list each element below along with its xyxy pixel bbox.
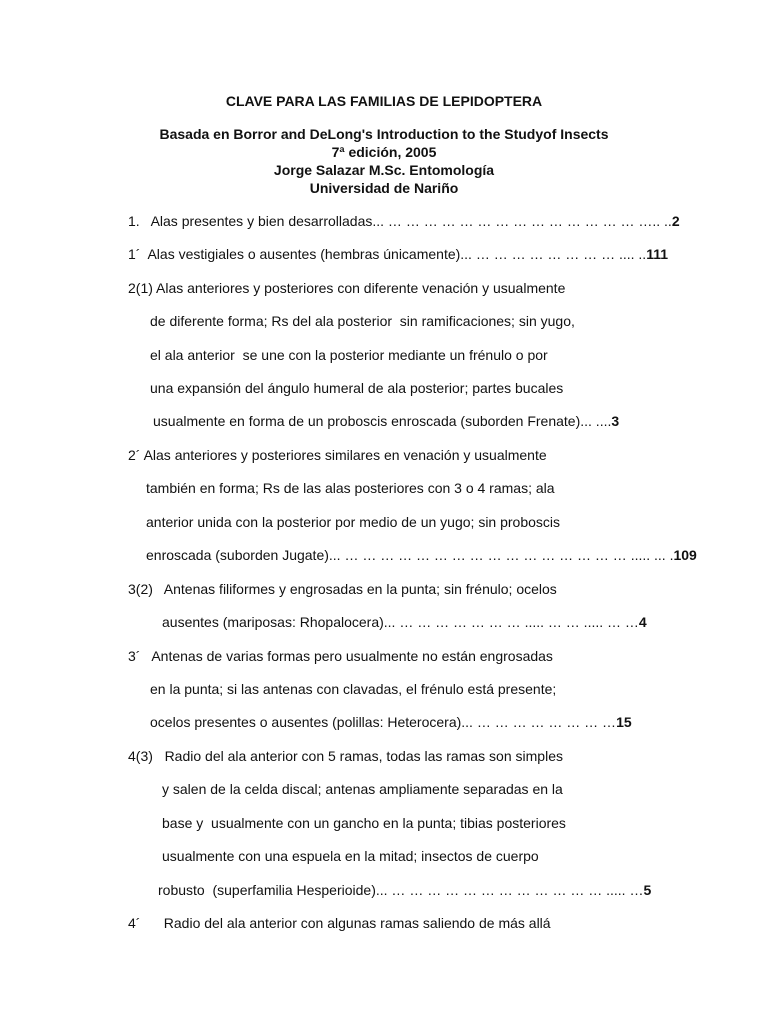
key-line-text: anterior unida con la posterior por medio de un yugo; sin proboscis (146, 514, 561, 530)
key-line-text: enroscada (suborden Jugate)... … … … … … … … … … … … … … … … … ..... ... . (146, 547, 674, 563)
key-line (150, 346, 548, 364)
key-line (162, 613, 647, 631)
key-line-number: 3 (611, 413, 620, 429)
key-line-number: 111 (646, 246, 669, 262)
key-line (128, 747, 563, 765)
key-line (150, 713, 632, 731)
key-line (128, 212, 680, 230)
key-line (162, 780, 563, 798)
key-line (150, 312, 575, 330)
key-line (162, 847, 539, 865)
key-line (128, 279, 565, 297)
key-line (128, 647, 553, 665)
key-line-text: de diferente forma; Rs del ala posterior sin ramificaciones; sin yugo, (150, 313, 575, 329)
edition-line: 7ª edición, 2005 (331, 144, 437, 160)
key-line-text: una expansión del ángulo humeral de ala posterior; partes bucales (150, 380, 564, 396)
author-line: Jorge Salazar M.Sc. Entomología (273, 162, 495, 178)
document-subtitle: Basada en Borror and DeLong's Introduction to the Studyof Insects (159, 126, 609, 142)
key-line-number: 109 (673, 547, 697, 563)
key-line-number: 4 (638, 614, 647, 630)
key-line (128, 914, 551, 932)
key-line (162, 814, 566, 832)
key-line-text: 1´ Alas vestigiales o ausentes (hembras únicamente)... … … … … … … … … .... .. (128, 246, 647, 262)
key-line-text: también en forma; Rs de las alas posteriores con 3 o 4 ramas; ala (146, 480, 555, 496)
key-line (153, 412, 619, 430)
key-line (158, 881, 651, 899)
key-line (150, 379, 563, 397)
key-line-text: ausentes (mariposas: Rhopalocera)... … … … … … … … ..... … … ..... … … (162, 614, 639, 630)
key-line-text: en la punta; si las antenas con clavadas, el frénulo está presente; (150, 681, 557, 697)
key-line (150, 680, 556, 698)
key-line-text: base y usualmente con un gancho en la punta; tibias posteriores (162, 815, 566, 831)
key-line-text: robusto (superfamilia Hesperioide)... … … … … … … … … … … … … ..... … (158, 882, 644, 898)
key-line-text: usualmente en forma de un proboscis enroscada (suborden Frenate)... .... (153, 413, 612, 429)
key-line-number: 2 (671, 213, 680, 229)
key-line (146, 546, 697, 564)
document-title: CLAVE PARA LAS FAMILIAS DE LEPIDOPTERA (225, 93, 543, 109)
key-line (146, 479, 555, 497)
key-line-text: 1. Alas presentes y bien desarrolladas... … … … … … … … … … … … … … … ….. .. (128, 213, 672, 229)
key-line-text: 3(2) Antenas filiformes y engrosadas en la punta; sin frénulo; ocelos (128, 581, 557, 597)
key-line (146, 513, 560, 531)
key-line (128, 446, 547, 464)
key-line-text: 4(3) Radio del ala anterior con 5 ramas, todas las ramas son simples (128, 748, 563, 764)
key-line-text: usualmente con una espuela en la mitad; insectos de cuerpo (162, 848, 539, 864)
key-line-text: 2´ Alas anteriores y posteriores similares en venación y usualmente (128, 447, 547, 463)
key-line-text: 4´ Radio del ala anterior con algunas ramas saliendo de más allá (128, 915, 551, 931)
key-line-text: 2(1) Alas anteriores y posteriores con diferente venación y usualmente (128, 280, 566, 296)
key-line-text: ocelos presentes o ausentes (polillas: Heterocera)... … … … … … … … … (150, 714, 617, 730)
key-line-number: 5 (643, 882, 652, 898)
key-line-text: 3´ Antenas de varias formas pero usualmente no están engrosadas (128, 648, 553, 664)
key-line (128, 580, 557, 598)
key-line (128, 245, 668, 263)
key-line-number: 15 (616, 714, 632, 730)
key-line-text: y salen de la celda discal; antenas ampliamente separadas en la (162, 781, 563, 797)
institution-line: Universidad de Nariño (309, 180, 459, 196)
key-line-text: el ala anterior se une con la posterior mediante un frénulo o por (150, 347, 548, 363)
